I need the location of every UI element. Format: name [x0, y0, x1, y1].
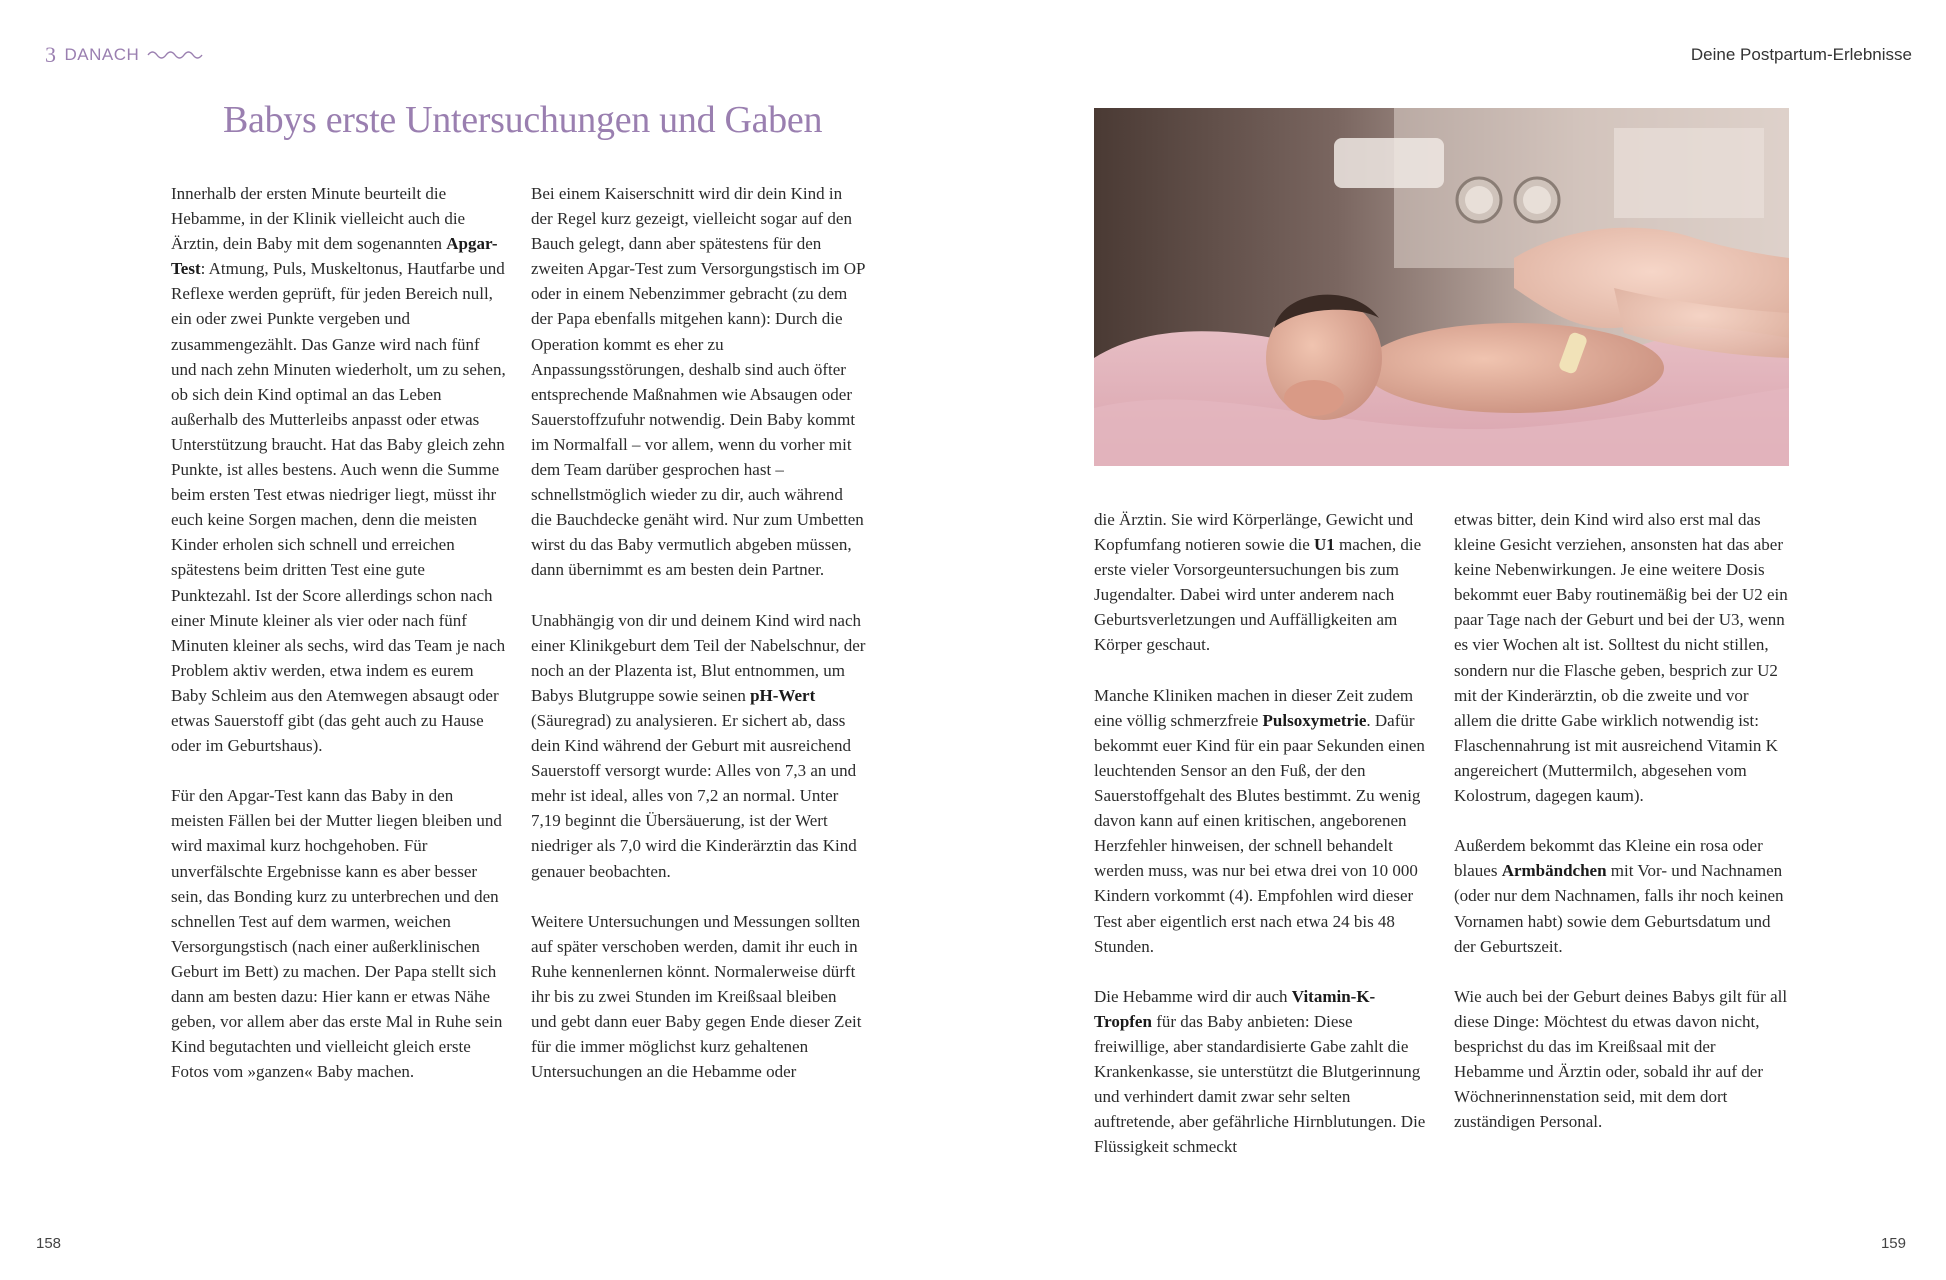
paragraph: Wie auch bei der Geburt deines Babys gilt für all diese Dinge: Möchtest du etwas davon nicht, besprichst du das im Kreißsaal mit der Hebamme und Ärztin oder, sobald ihr auf der Wöchnerinnenstation seid, mit dem dort zuständigen Personal.	[1454, 986, 1788, 1132]
paragraph: Manche Kliniken machen in dieser Zeit zudem eine völlig schmerzfreie Pulsoxymetrie. Dafür bekommt euer Kind für ein paar Sekunden einen leuchtenden Sensor an den Fuß, der den Sauerstoffgehalt des Blutes bestimmt. Zu wenig davon kann auf einen kritischen, angeborenen Herzfehler hinweisen, der schnell behandelt werden muss, was nur bei etwa drei von 10 000 Kindern vorkommt (4). Empfohlen wird dieser Test aber eigentlich erst nach etwa 24 bis 48 Stunden.	[1094, 685, 1425, 956]
text-column-1	[171, 181, 506, 1084]
paragraph: Unabhängig von dir und deinem Kind wird nach einer Klinikgeburt dem Teil der Nabelschnur, der noch an der Plazenta ist, Blut entnommen, um Babys Blutgruppe sowie seinen pH-Wert (Säuregrad) zu analysieren. Er sichert ab, dass dein Kind während der Geburt mit ausreichend Sauerstoff versorgt wurde: Alles von 7,3 an und mehr ist ideal, alles von 7,2 an normal. Unter 7,19 beginnt die Übersäuerung, ist der Wert niedriger als 7,0 wird die Kinderärztin das Kind genauer beobachten.	[531, 610, 866, 881]
chapter-number: 3	[45, 42, 57, 67]
text-column-4	[1454, 507, 1789, 1134]
text-column-3	[1094, 507, 1429, 1159]
paragraph: die Ärztin. Sie wird Körperlänge, Gewicht und Kopfumfang notieren sowie die U1 machen, die erste vieler Vorsorgeuntersuchungen bis zum Jugendalter. Dabei wird unter anderem nach Geburtsverletzungen und Auffälligkeiten am Körper geschaut.	[1094, 510, 1422, 655]
keyword-pulsoxymetrie: Pulsoxymetrie	[1262, 710, 1367, 730]
keyword-ph-wert: pH-Wert	[750, 685, 816, 705]
chapter-label: DANACH	[64, 45, 140, 64]
paragraph: etwas bitter, dein Kind wird also erst mal das kleine Gesicht verziehen, ansonsten hat das aber keine Nebenwirkungen. Je eine weitere Dosis bekommt euer Baby routinemäßig bei der U2 ein paar Tage nach der Geburt und bei der U3, wenn es vier Wochen alt ist. Solltest du nicht stillen, sondern nur die Flasche geben, besprich zur U2 mit der Kinderärztin, ob die zweite und vor allem die dritte Gabe wirklich notwendig ist: Flaschennahrung ist mit ausreichend Vitamin K angereichert (Muttermilch, abgesehen vom Kolostrum, dagegen kaum).	[1454, 510, 1788, 806]
keyword-armbaendchen: Armbändchen	[1501, 861, 1607, 881]
text-column-2	[531, 181, 866, 1084]
newborn-photo	[1094, 108, 1789, 466]
paragraph: Bei einem Kaiserschnitt wird dir dein Kind in der Regel kurz gezeigt, vielleicht sogar auf den Bauch gelegt, dann aber spätestens für den zweiten Apgar-Test zum Versorgungstisch im OP oder in einem Nebenzimmer gebracht (zu dem der Papa ebenfalls mitgehen kann): Durch die Operation kommt es eher zu Anpassungsstörungen, deshalb sind auch öfter entsprechende Maßnahmen wie Absaugen oder Sauerstoffzufuhr notwendig. Dein Baby kommt im Normalfall – vor allem, wenn du vorher mit dem Team darüber gesprochen hast – schnellstmöglich wieder zu dir, auch während die Bauchdecke genäht wird. Nur zum Umbetten wirst du das Baby vermutlich abgeben müssen, dann übernimmt es am besten dein Partner.	[531, 184, 865, 580]
keyword-vitamin-k-tropfen: Vitamin-K-Tropfen	[1094, 986, 1376, 1031]
paragraph: Für den Apgar-Test kann das Baby in den meisten Fällen bei der Mutter liegen bleiben und wird maximal kurz hochgehoben. Für unverfälschte Ergebnisse kann es aber besser sein, das Bonding kurz zu unterbrechen und den schnellen Test auf dem warmen, weichen Versorgungstisch (nach einer außerklinischen Geburt im Bett) zu machen. Der Papa stellt sich dann am besten dazu: Hier kann er etwas Nähe geben, vor allem aber das erste Mal in Ruhe sein Kind begutachten und vielleicht gleich erste Fotos vom »ganzen« Baby machen.	[171, 786, 503, 1082]
paragraph: Innerhalb der ersten Minute beurteilt die Hebamme, in der Klinik vielleicht auch die Ärztin, dein Baby mit dem sogenannten Apgar-Test: Atmung, Puls, Muskeltonus, Hautfarbe und Reflexe werden geprüft, für jeden Bereich null, ein oder zwei Punkte vergeben und zusammengezählt. Das Ganze wird nach fünf und nach zehn Minuten wiederholt, um zu sehen, ob sich dein Kind optimal an das Leben außerhalb des Mutterleibs anpasst oder etwas Unterstützung braucht. Hat das Baby gleich zehn Punkte, ist alles bestens. Auch wenn die Summe beim ersten Test etwas niedriger liegt, müsst ihr euch keine Sorgen machen, denn die meisten Kinder erholen sich schnell und erreichen spätestens beim dritten Test eine gute Punktezahl. Ist der Score allerdings schon nach einer Minute kleiner als vier oder nach fünf Minuten kleiner als sechs, wird das Team je nach Problem aktiv werden, etwa indem es eurem Baby Schleim aus den Atemwegen absaugt oder etwas Sauerstoff gibt (das geht auch zu Hause oder im Geburtshaus).	[171, 184, 506, 756]
wave-ornament-icon	[147, 49, 203, 61]
page-number-left: 158	[36, 1235, 62, 1252]
running-title: Deine Postpartum-Erlebnisse	[1690, 45, 1912, 64]
article-title: Babys erste Untersuchungen und Gaben	[223, 99, 823, 141]
paragraph: Die Hebamme wird dir auch Vitamin-K-Tropfen für das Baby anbieten: Diese freiwillige, aber standardisierte Gabe zahlt die Krankenkasse, sie unterstützt die Blutgerinnung und verhindert damit zwar sehr selten auftretende, aber gefährliche Hirnblutungen. Die Flüssigkeit schmeckt	[1094, 986, 1426, 1157]
paragraph: Weitere Untersuchungen und Messungen sollten auf später verschoben werden, damit ihr euch in Ruhe kennenlernen könnt. Normalerweise dürft ihr bis zu zwei Stunden im Kreißsaal bleiben und gebt dann euer Baby gegen Ende dieser Zeit für die immer möglichst kurz gehaltenen Untersuchungen an die Hebamme oder	[531, 911, 862, 1082]
paragraph: Außerdem bekommt das Kleine ein rosa oder blaues Armbändchen mit Vor- und Nachnamen (oder nur dem Nachnamen, falls ihr noch keinen Vornamen habt) sowie dem Geburtsdatum und der Geburtszeit.	[1454, 836, 1784, 956]
keyword-u1: U1	[1314, 535, 1335, 555]
keyword-apgar-test: Apgar-Test	[171, 234, 498, 279]
page-number-right: 159	[1880, 1235, 1906, 1252]
chapter-header	[45, 42, 203, 68]
